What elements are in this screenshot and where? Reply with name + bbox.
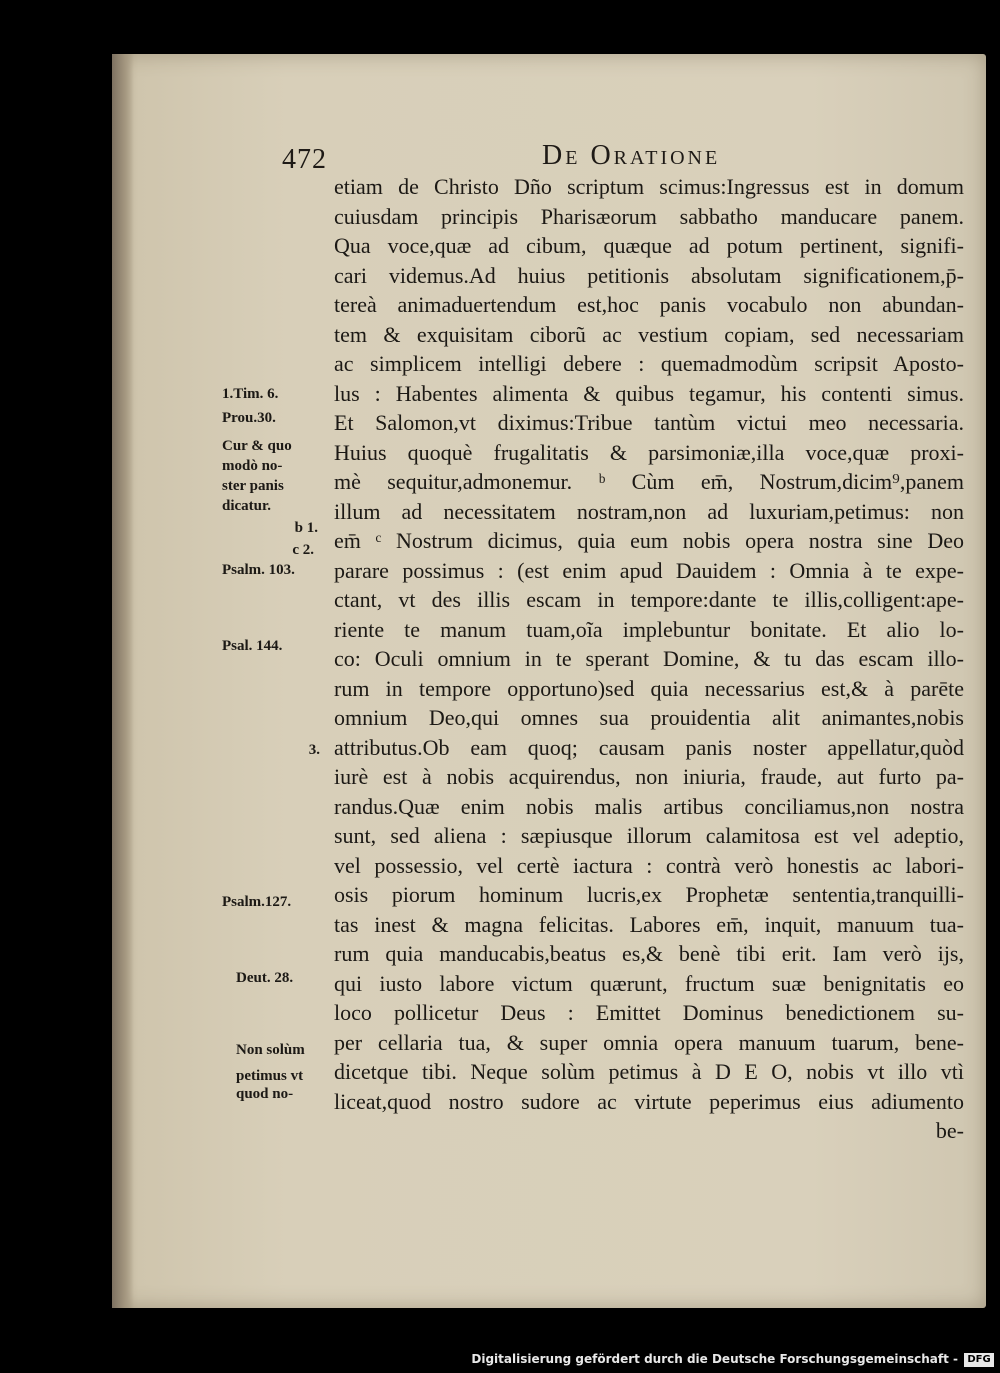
text-line: sunt, sed aliena : sæpiusque illorum calamitosa est vel adeptio, [334, 823, 964, 848]
text-line: osis piorum hominum lucris,ex Prophetæ sententia,tranquilli- [334, 882, 964, 907]
text-line: lus : Habentes alimenta & quibus tegamur, his contenti simus. [334, 380, 964, 406]
page-number: 472 [282, 144, 327, 175]
text-line: omnium Deo,qui omnes sua prouidentia alit animantes,nobis [334, 705, 964, 730]
text-line: ac simplicem intelligi debere : quemadmodùm scripsit Aposto- [334, 351, 964, 376]
marginal-note-deut: Deut. 28. [236, 970, 294, 986]
text-line: tereà animaduertendum est,hoc panis vocabulo non abundan- [334, 292, 964, 317]
page-gutter-shadow [112, 54, 134, 1308]
marginal-note-c2: c 2. [292, 542, 314, 558]
text-line: riente te manum tuam,oĩa implebuntur bonitate. Et alio lo- [334, 616, 964, 642]
text-line: ctant, vt des illis escam in tempore:dante te illis,colligent:ape- [334, 587, 964, 612]
text-line: iurè est à nobis acquirendus, non iniuria, fraude, aut furto pa- [334, 764, 964, 789]
text-line: mè sequitur,admonemur. ᵇ Cùm em̄, Nostrum,dicim⁹,panem [334, 469, 964, 494]
body-text [334, 172, 964, 1146]
text-line: rum quia manducabis,beatus es,& benè tibi erit. Iam verò ijs, [334, 941, 964, 966]
digitization-credit: Digitalisierung gefördert durch die Deutsche Forschungsgemeinschaft - [471, 1352, 958, 1366]
marginal-note-tim: 1.Tim. 6. [222, 386, 279, 402]
marginal-note-non-2: petimus vt [236, 1068, 304, 1084]
marginal-note-cur-2: modò no- [222, 458, 283, 474]
text-line: Et Salomon,vt diximus:Tribue tantùm victui meo necessaria. [334, 410, 964, 435]
text-line: attributus.Ob eam quoq; causam panis noster appellatur,quòd [334, 734, 964, 760]
text-line: rum in tempore opportuno)sed quia necessarius est,& à parēte [334, 675, 964, 701]
text-line: cari videmus.Ad huius petitionis absolutam significationem,p̄- [334, 262, 964, 288]
marginal-note-psalm-103: Psalm. 103. [222, 562, 295, 578]
text-line: em̄ ᶜ Nostrum dicimus, quia eum nobis opera nostra sine Deo [334, 528, 964, 553]
marginal-note-cur-4: dicatur. [222, 498, 272, 514]
text-line: Qua voce,quæ ad cibum, quæque ad potum pertinent, signifi- [334, 233, 964, 258]
text-line: illum ad necessitatem nostram,non ad luxuriam,petimus: non [334, 498, 964, 524]
text-line: tem & exquisitam ciborũ ac vestium copiam, sed necessariam [334, 321, 964, 347]
text-line: per cellaria tua, & super omnia opera manuum tuarum, bene- [334, 1029, 964, 1055]
marginal-note-cur-3: ster panis [222, 478, 284, 494]
marginal-note-prou: Prou.30. [222, 410, 276, 426]
text-line: cuiusdam principis Pharisæorum sabbatho manducare panem. [334, 203, 964, 229]
text-line: qui iusto labore victum quærunt, fructum suæ benignitatis eo [334, 970, 964, 996]
marginal-note-psalm-127: Psalm.127. [222, 894, 292, 910]
text-line: dicetque tibi. Neque solùm petimus à D E O, nobis vt illo vtì [334, 1059, 964, 1084]
dfg-logo: DFG [964, 1353, 994, 1367]
text-line: Huius quoquè frugalitatis & parsimoniæ,illa voce,quæ proxi- [334, 439, 964, 465]
marginal-note-cur-1: Cur & quo [222, 438, 292, 454]
catchword: be- [935, 1118, 964, 1143]
text-line: loco pollicetur Deus : Emittet Dominus benedictionem su- [334, 1000, 964, 1025]
text-line: liceat,quod nostro sudore ac virtute peperimus eius adiumento [334, 1088, 964, 1114]
running-head: De Oratione [542, 140, 721, 171]
text-line: vel possessio, vel certè iactura : contrà verò honestis ac labori- [334, 852, 964, 878]
marginal-note-b1: b 1. [294, 520, 318, 536]
text-line: tas inest & magna felicitas. Labores em̄, inquit, manuum tua- [334, 911, 964, 937]
marginal-note-non-3: quod no- [236, 1086, 294, 1102]
text-line: etiam de Christo Dño scriptum scimus:Ingressus est in domum [334, 174, 964, 199]
marginal-note-three: 3. [308, 742, 320, 758]
text-line: randus.Quæ enim nobis malis artibus conciliamus,non nostra [334, 793, 964, 819]
text-line: co: Oculi omnium in te sperant Domine, & tu das escam illo- [334, 646, 964, 671]
marginal-note-psal-144: Psal. 144. [222, 638, 283, 654]
text-line: parare possimus : (est enim apud Dauidem : Omnia à te expe- [334, 557, 964, 583]
marginal-note-non-1: Non solùm [236, 1042, 305, 1058]
